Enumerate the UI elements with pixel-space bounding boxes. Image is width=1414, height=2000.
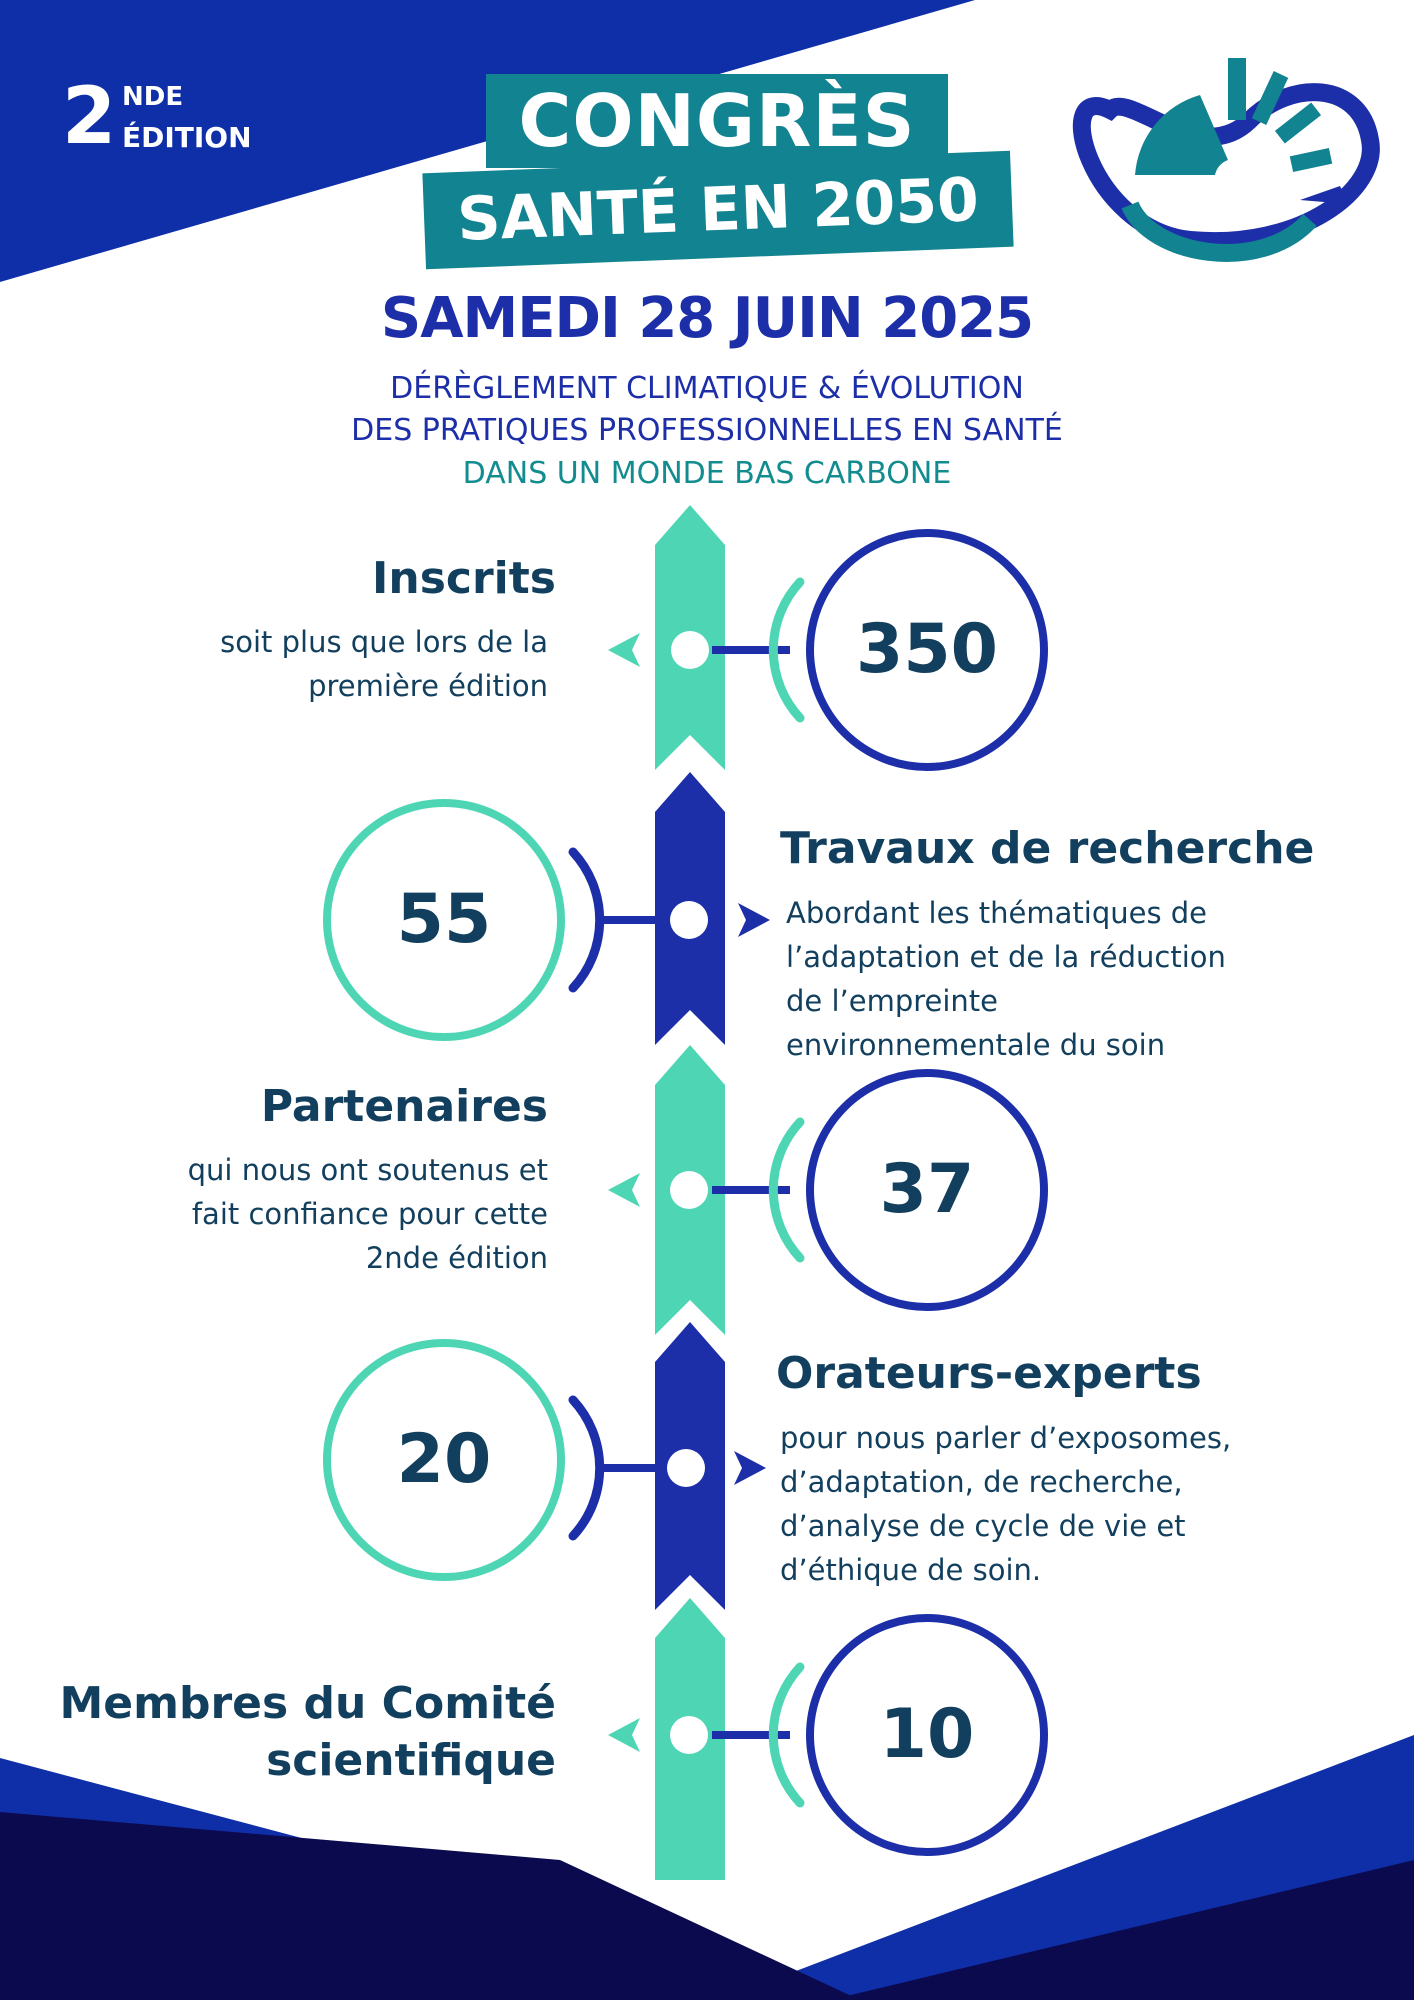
stat-title-comite (20, 1675, 556, 1789)
stat-desc-line: d’éthique de soin. (780, 1553, 1042, 1587)
subtitle-line3: DANS UN MONDE BAS CARBONE (462, 456, 952, 491)
stat-desc-partenaires (100, 1148, 548, 1280)
stat-desc-line: Abordant les thématiques de (786, 896, 1208, 930)
edition-suffix: NDE (122, 82, 184, 112)
stat-title-line: Membres du Comité (59, 1678, 556, 1729)
stat-desc-line: 2nde édition (365, 1241, 548, 1275)
stat-value-comite: 10 (879, 1695, 975, 1774)
subtitle-line2: DES PRATIQUES PROFESSIONNELLES EN SANTÉ (351, 413, 1063, 448)
stat-title-line: scientifique (266, 1735, 556, 1787)
stat-desc-line: l’adaptation et de la réduction (786, 940, 1226, 974)
title-box-1 (486, 74, 948, 168)
stat-desc-line: d’analyse de cycle de vie et (780, 1509, 1186, 1543)
stat-desc-line: pour nous parler d’exposomes, (780, 1421, 1232, 1455)
subtitle-line1: DÉRÈGLEMENT CLIMATIQUE & ÉVOLUTION (390, 371, 1024, 406)
infinity-sunrise-logo (1082, 58, 1371, 253)
stat-title-orateurs: Orateurs-experts (776, 1348, 1202, 1399)
stat-title-partenaires: Partenaires (260, 1081, 548, 1132)
stat-desc-line: qui nous ont soutenus et (187, 1153, 548, 1187)
stat-value-orateurs: 20 (396, 1420, 492, 1499)
page-title-line2: SANTÉ EN 2050 (455, 165, 981, 255)
stat-value-partenaires: 37 (879, 1150, 975, 1229)
edition-number: 2 (62, 72, 117, 162)
stat-desc-line: environnementale du soin (786, 1028, 1166, 1062)
edition-word: ÉDITION (122, 121, 252, 154)
bottom-navy-band (0, 1812, 860, 2000)
stat-value-inscrits: 350 (856, 610, 998, 689)
stat-desc-line: de l’empreinte (786, 984, 999, 1018)
event-date: SAMEDI 28 JUIN 2025 (380, 286, 1034, 351)
stat-desc-line: d’adaptation, de recherche, (780, 1465, 1183, 1499)
stat-title-travaux: Travaux de recherche (780, 823, 1315, 874)
stat-desc-line: soit plus que lors de la (220, 625, 548, 659)
stat-desc-orateurs (780, 1416, 1370, 1592)
stat-value-travaux: 55 (396, 880, 492, 959)
stat-title-inscrits: Inscrits (372, 553, 556, 604)
stat-desc-inscrits (120, 620, 548, 708)
page-title-line1: CONGRÈS (518, 79, 916, 163)
stat-desc-line: fait confiance pour cette (191, 1197, 548, 1231)
stat-desc-travaux (786, 891, 1346, 1067)
stat-desc-line: première édition (308, 669, 548, 703)
